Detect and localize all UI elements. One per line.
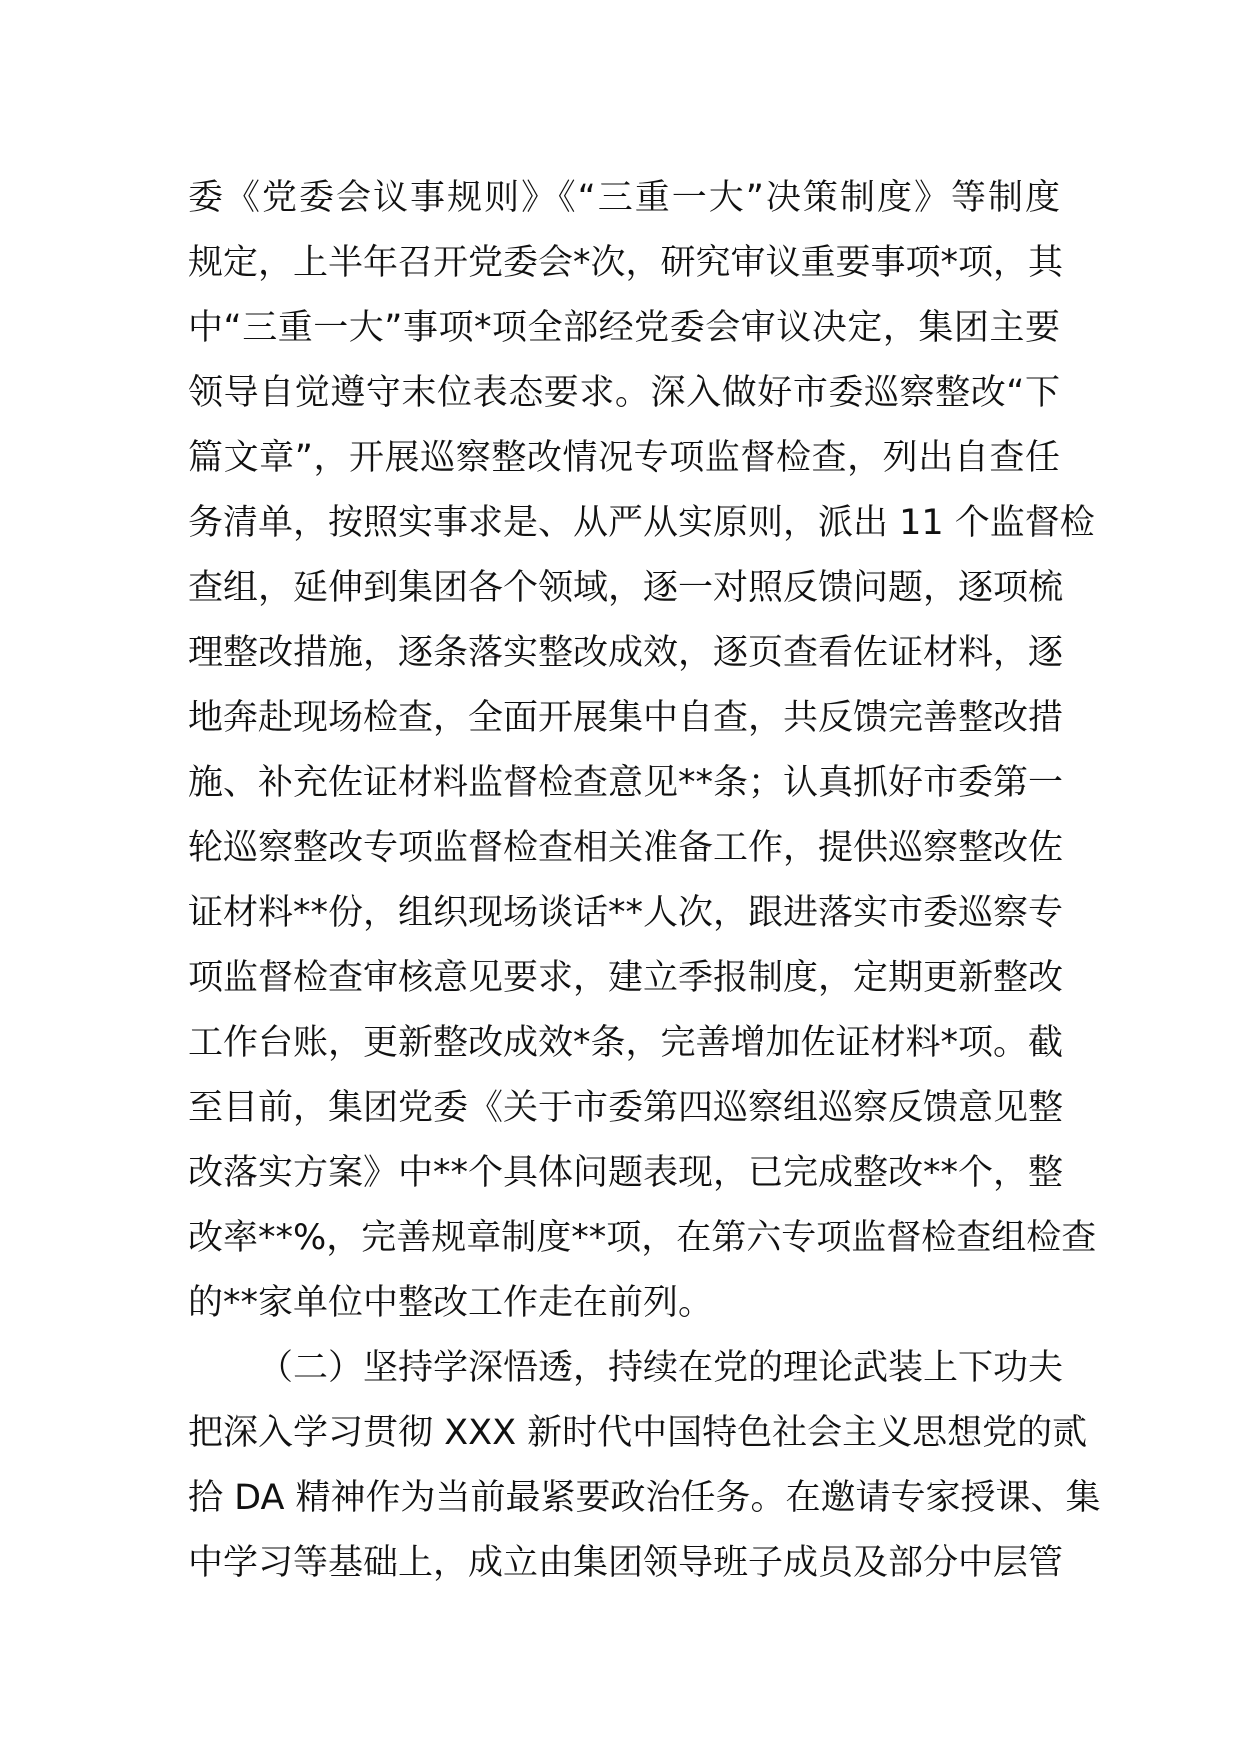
text-line: 至目前，集团党委《关于市委第四巡察组巡察反馈意见整	[188, 1088, 1064, 1128]
text-line: 地奔赴现场检查，全面开展集中自查，共反馈完善整改措	[188, 698, 1064, 738]
text-line: 证材料**份，组织现场谈话**人次，跟进落实市委巡察专	[188, 893, 1064, 933]
text-line: 项监督检查审核意见要求，建立季报制度，定期更新整改	[188, 958, 1064, 998]
text-line: 中“三重一大”事项*项全部经党委会审议决定，集团主要	[188, 308, 1060, 348]
text-line: 改落实方案》中**个具体问题表现，已完成整改**个，整	[188, 1153, 1064, 1193]
text-line: 施、补充佐证材料监督检查意见**条；认真抓好市委第一	[188, 763, 1064, 803]
text-line: 领导自觉遵守末位表态要求。深入做好市委巡察整改“下	[188, 373, 1060, 413]
body-text	[188, 166, 1101, 1596]
text-line: 务清单，按照实事求是、从严从实原则，派出 11 个监督检	[188, 503, 1095, 543]
text-line: 工作台账，更新整改成效*条，完善增加佐证材料*项。截	[188, 1023, 1064, 1063]
paragraph-end-line: 的**家单位中整改工作走在前列。	[188, 1283, 714, 1323]
text-line: 查组，延伸到集团各个领域，逐一对照反馈问题，逐项梳	[188, 568, 1064, 608]
text-line: 把深入学习贯彻 XXX 新时代中国特色社会主义思想党的贰	[188, 1413, 1088, 1453]
text-line: 理整改措施，逐条落实整改成效，逐页查看佐证材料，逐	[188, 633, 1064, 673]
text-line: 委《党委会议事规则》《“三重一大”决策制度》等制度	[188, 178, 1060, 218]
text-line: 篇文章”，开展巡察整改情况专项监督检查，列出自查任	[188, 438, 1060, 478]
text-line: 改率**%，完善规章制度**项，在第六专项监督检查组检查	[188, 1218, 1097, 1258]
section-heading: （二）坚持学深悟透，持续在党的理论武装上下功夫	[258, 1348, 1064, 1388]
text-line: 拾 DA 精神作为当前最紧要政治任务。在邀请专家授课、集	[188, 1478, 1101, 1518]
text-line: 轮巡察整改专项监督检查相关准备工作，提供巡察整改佐	[188, 828, 1064, 868]
text-line: 规定，上半年召开党委会*次，研究审议重要事项*项，其	[188, 243, 1064, 283]
text-line: 中学习等基础上，成立由集团领导班子成员及部分中层管	[188, 1543, 1064, 1583]
